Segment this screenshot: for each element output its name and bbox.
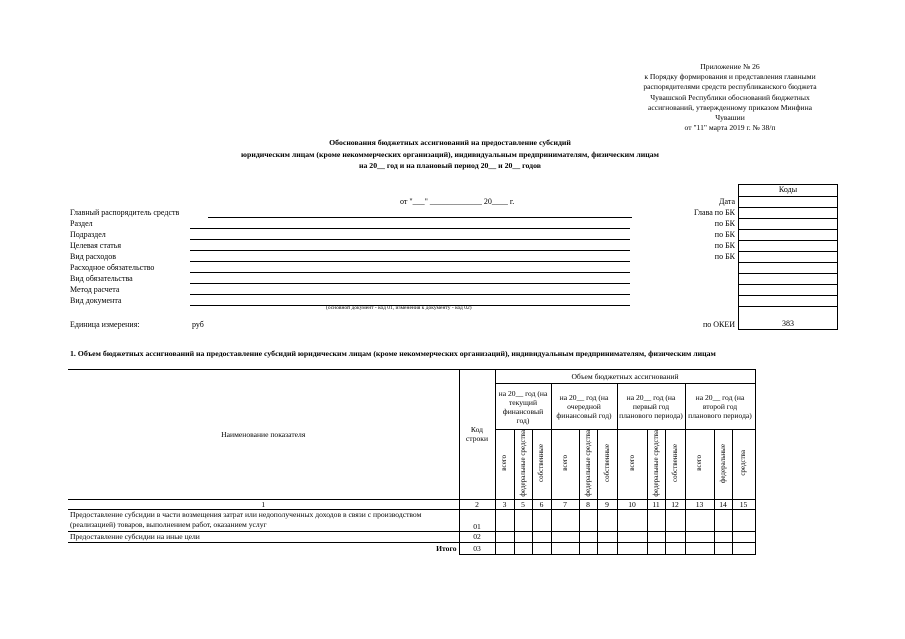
header-line: ассигнований, утвержденному приказом Минфина [647,102,813,112]
code-cell[interactable] [739,230,837,241]
value-cell[interactable] [532,531,551,542]
col-number: 7 [551,499,579,509]
value-cell[interactable] [597,509,617,531]
col-number: 12 [665,499,685,509]
col-number: 1 [68,499,459,509]
sub-col-total: всего [500,455,508,472]
value-cell[interactable] [714,509,732,531]
col-number: 13 [685,499,714,509]
unit-label: Единица измерения: [70,320,140,329]
col-number: 6 [532,499,551,509]
value-cell[interactable] [665,542,685,554]
row-code: 01 [459,509,495,531]
code-cell[interactable] [739,285,837,296]
value-cell[interactable] [714,531,732,542]
appendix-header [610,62,850,133]
value-cell[interactable] [685,509,714,531]
table-row [68,531,755,542]
right-label-bk: по БК [714,219,735,228]
field-label: Вид документа [70,296,122,305]
code-cell[interactable] [739,208,837,219]
code-cell[interactable] [739,274,837,285]
col-number: 14 [714,499,732,509]
sub-col-own: собственные [537,444,545,483]
value-cell[interactable] [665,531,685,542]
right-label-okei: по ОКЕИ [702,320,735,329]
value-cell[interactable] [597,542,617,554]
doc-hint: (основной документ - код 01, изменения к документу - код 02) [326,305,472,311]
row-code: 02 [459,531,495,542]
date-line: от "___" _____________ 20____ г. [400,197,515,206]
field-label: Главный распорядитель средств [70,208,180,217]
column-numbers-row [68,499,755,509]
fill-line[interactable] [190,294,630,295]
code-cell[interactable] [739,197,837,208]
code-cell[interactable] [739,219,837,230]
fill-line[interactable] [190,250,630,251]
total-code: 03 [459,542,495,554]
value-cell[interactable] [617,542,647,554]
value-cell[interactable] [665,509,685,531]
period-header: на 20__ год (на текущий финансовый год) [495,384,551,430]
sub-col-total: всего [560,455,569,472]
right-label-bk: по БК [714,230,735,239]
sub-col-federal: федеральные [718,443,727,483]
value-cell[interactable] [647,542,665,554]
header-line: Чувашии [715,113,745,123]
field-label: Расходное обязательство [70,263,155,272]
title-line-3: на 20__ год и на плановый период 20__ и 20__ годов [358,161,542,170]
col-number: 11 [647,499,665,509]
sub-col-federal: федеральные средства [651,430,660,497]
fill-line[interactable] [208,217,632,218]
col-number: 5 [514,499,532,509]
code-okei: 383 [739,307,837,330]
value-cell[interactable] [579,509,597,531]
row-name: Предоставление субсидии на иные цели [68,531,459,542]
value-cell[interactable] [551,509,579,531]
fill-line[interactable] [190,261,630,262]
row-name: Предоставление субсидии в части возмещения затрат или недополученных доходов в связи с производством (реализацией) товаров, выполнением работ, оказанием услуг [68,509,459,531]
field-label: Метод расчета [70,285,120,294]
col-number: 2 [459,499,495,509]
value-cell[interactable] [514,542,532,554]
sub-col-federal: федеральные средства [583,430,592,497]
period-header: на 20__ год (на первый год планового периода) [617,384,685,430]
code-cell[interactable] [739,241,837,252]
right-label-bk: по БК [714,241,735,250]
sub-col-total: всего [627,455,636,472]
header-line: от "11" марта 2019 г. № 38/п [684,123,776,133]
codes-header: Коды [739,185,837,197]
field-label: Целевая статья [70,241,122,250]
appropriations-table [68,369,756,555]
value-cell[interactable] [551,531,579,542]
value-cell[interactable] [732,542,755,554]
value-cell[interactable] [714,542,732,554]
right-label-bk: по БК [714,252,735,261]
code-cell[interactable] [739,263,837,274]
sub-col-own: собственные [670,444,679,483]
title-line-1: Обоснования бюджетных ассигнований на предоставление субсидий [329,138,571,147]
value-cell[interactable] [551,542,579,554]
value-cell[interactable] [579,542,597,554]
document-title [200,137,700,172]
value-cell[interactable] [732,509,755,531]
title-line-2: юридическим лицам (кроме некоммерческих организаций), индивидуальным предпринимателям, физическим лицам [241,149,659,159]
field-label: Раздел [70,219,93,228]
unit-value: руб [192,320,204,329]
col-number: 10 [617,499,647,509]
col-number: 3 [495,499,514,509]
value-cell[interactable] [532,542,551,554]
col-name-header: Наименование показателя [68,370,459,500]
value-cell[interactable] [495,531,514,542]
value-cell[interactable] [732,531,755,542]
fill-line[interactable] [190,283,630,284]
header-line: Чувашской Республики обоснований бюджетных [650,92,810,102]
header-line: Приложение № 26 [700,62,760,71]
total-row [68,542,755,554]
right-label-glava: Глава по БК [694,208,735,217]
value-cell[interactable] [597,531,617,542]
codes-box [738,184,838,330]
total-label: Итого [436,543,457,553]
header-line: распорядителями средств республиканского бюджета [643,82,817,92]
value-cell[interactable] [617,531,647,542]
section-title: 1. Объем бюджетных ассигнований на предоставление субсидий юридическим лицам (кроме некоммерческих организаций), индивидуальным предпринимателям, физическим лицам [70,349,716,358]
period-header: на 20__ год (на очередной финансовый год) [551,384,617,430]
fill-line[interactable] [190,272,630,273]
value-cell[interactable] [685,531,714,542]
header-line: к Порядку формирования и представления главными [644,72,816,82]
value-cell[interactable] [495,542,514,554]
sub-col-own: средства [739,450,747,477]
fill-line[interactable] [190,228,630,229]
value-cell[interactable] [685,542,714,554]
code-cell[interactable] [739,252,837,263]
value-cell[interactable] [647,531,665,542]
value-cell[interactable] [532,509,551,531]
fill-line[interactable] [190,239,630,240]
sub-col-federal: федеральные средства [518,430,527,497]
code-cell[interactable] [739,296,837,307]
col-number: 8 [579,499,597,509]
group-header: Объем бюджетных ассигнований [495,370,755,384]
field-label: Вид обязательства [70,274,133,283]
table-row [68,509,755,531]
sub-col-total: всего [695,455,703,472]
col-number: 15 [732,499,755,509]
right-label-date: Дата [719,197,735,206]
sub-col-own: собственные [602,444,611,483]
col-number: 9 [597,499,617,509]
value-cell[interactable] [495,509,514,531]
value-cell[interactable] [579,531,597,542]
period-header: на 20__ год (на второй год планового периода) [685,384,755,430]
field-label: Подраздел [70,230,106,239]
value-cell[interactable] [514,531,532,542]
value-cell[interactable] [514,509,532,531]
value-cell[interactable] [647,509,665,531]
field-label: Вид расходов [70,252,116,261]
col-code-header: Код строки [459,370,495,500]
value-cell[interactable] [617,509,647,531]
